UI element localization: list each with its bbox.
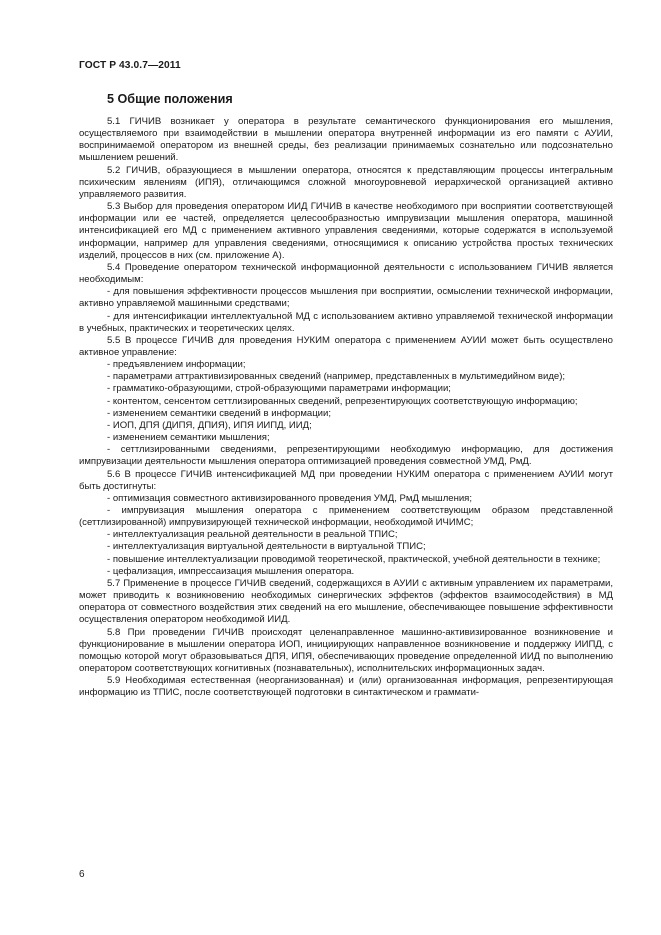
list-item: - импрувизация мышления оператора с применением соответствующим образом представленной (сеттлизированной) импрувизирующей технической информации, необходимой ИЧИМС; [79, 505, 613, 529]
document-header: ГОСТ Р 43.0.7—2011 [79, 60, 181, 71]
paragraph: 5.9 Необходимая естественная (неорганизованная) и (или) организованная информация, репрезентирующая информацию из ТПИС, после соответствующей подготовки в синтактическом и граммати- [79, 675, 613, 699]
list-item: - изменением семантики сведений в информации; [107, 407, 331, 419]
paragraph: 5.8 При проведении ГИЧИВ происходят целенаправленное машинно-активизированное возникновение и функционирование в мышлении оператора ИОП, инициирующих направленное возникновение и поддержку ИИПД, с помощью которой могут образовываться ДПЯ, ИПЯ, обеспечивающих проведение определенной ИИД по выполнению оператором соответствующих когнитивных (познавательных), исполнительских информационных задач. [79, 626, 613, 675]
page-number: 6 [79, 869, 85, 880]
paragraph: 5.4 Проведение оператором технической информационной деятельности с использованием ГИЧИВ является необходимым: [79, 261, 613, 286]
list-item: - для интенсификации интеллектуальной МД с использованием активно управляемой технической информации в учебных, практических и теоретических целях. [79, 310, 613, 334]
section-title: 5 Общие положения [107, 92, 233, 106]
paragraph: 5.3 Выбор для проведения оператором ИИД ГИЧИВ в качестве необходимого при восприятии соответствующей информации или ее частей, определяется целесообразностью импрувизации мышления оператора, машинной интенсификацией его МД с применением активного управления сведениями, которые содержатся в используемой информации, например для управления сведениями, относящимися к описанию устройства простых технических изделий, процессов в них (см. приложение А). [79, 201, 613, 261]
paragraph: 5.2 ГИЧИВ, образующиеся в мышлении оператора, относятся к представляющим процессы интегральным психическим явлениям (ИПЯ), отличающимся сложной многоуровневой иерархической организацией активно управляемого развития. [79, 164, 613, 200]
paragraph: 5.6 В процессе ГИЧИВ интенсификацией МД при проведении НУКИМ оператора с применением АУИИ могут быть достигнуты: [79, 468, 613, 492]
list-item: - грамматико-образующими, строй-образующими параметрами информации; [107, 383, 451, 395]
list-item: - интеллектуализация реальной деятельности в реальной ТПИС; [107, 529, 398, 541]
list-item: - сеттлизированными сведениями, репрезентирующими необходимую информацию, для достижения импрувизации деятельности мышления оператора оптимизацией проведения совместной УМД, РмД. [79, 444, 613, 468]
list-item: - изменением семантики мышления; [107, 432, 270, 444]
list-item: - параметрами аттрактивизированных сведений (например, представленных в мультимедийном виде); [107, 371, 566, 383]
paragraph: 5.7 Применение в процессе ГИЧИВ сведений, содержащихся в АУИИ с активным управлением их параметрами, может приводить к возникновению необходимых синергических эффектов (эффектов взаимосодействия) в МД оператора от совместного воздействия этих сведений на его мышление, обеспечивающее повышение эффективности осуществления оператором необходимой ИИД. [79, 577, 613, 626]
list-item: - повышение интеллектуализации проводимой теоретической, практической, учебной деятельности в технике; [107, 553, 601, 565]
paragraph: 5.1 ГИЧИВ возникает у оператора в результате семантического функционирования его мышления, осуществляемого при взаимодействии в мышлении оператора внутренней информации из его памяти с АУИИ, воспринимаемой оператором из внешней среды, без реализации принимаемых сознательно или подсознательно мышлением решений. [79, 116, 613, 164]
list-item: - контентом, сенсентом сеттлизированных сведений, репрезентирующих соответствующую информацию; [107, 395, 578, 407]
body-text [79, 116, 613, 700]
list-item: - интеллектуализация виртуальной деятельности в виртуальной ТПИС; [107, 541, 426, 553]
list-item: - оптимизация совместного активизированного проведения УМД, РмД мышления; [107, 492, 472, 504]
list-item: - ИОП, ДПЯ (ДИПЯ, ДПИЯ), ИПЯ ИИПД, ИИД; [107, 419, 312, 431]
list-item: - предъявлением информации; [107, 359, 246, 371]
list-item: - цефализация, импрессаизация мышления оператора. [107, 565, 355, 577]
list-item: - для повышения эффективности процессов мышления при восприятии, осмыслении технической информации, активно управляемой машинными средствами; [79, 286, 613, 310]
paragraph: 5.5 В процессе ГИЧИВ для проведения НУКИМ оператора с применением АУИИ может быть осуществлено активное управление: [79, 334, 613, 358]
